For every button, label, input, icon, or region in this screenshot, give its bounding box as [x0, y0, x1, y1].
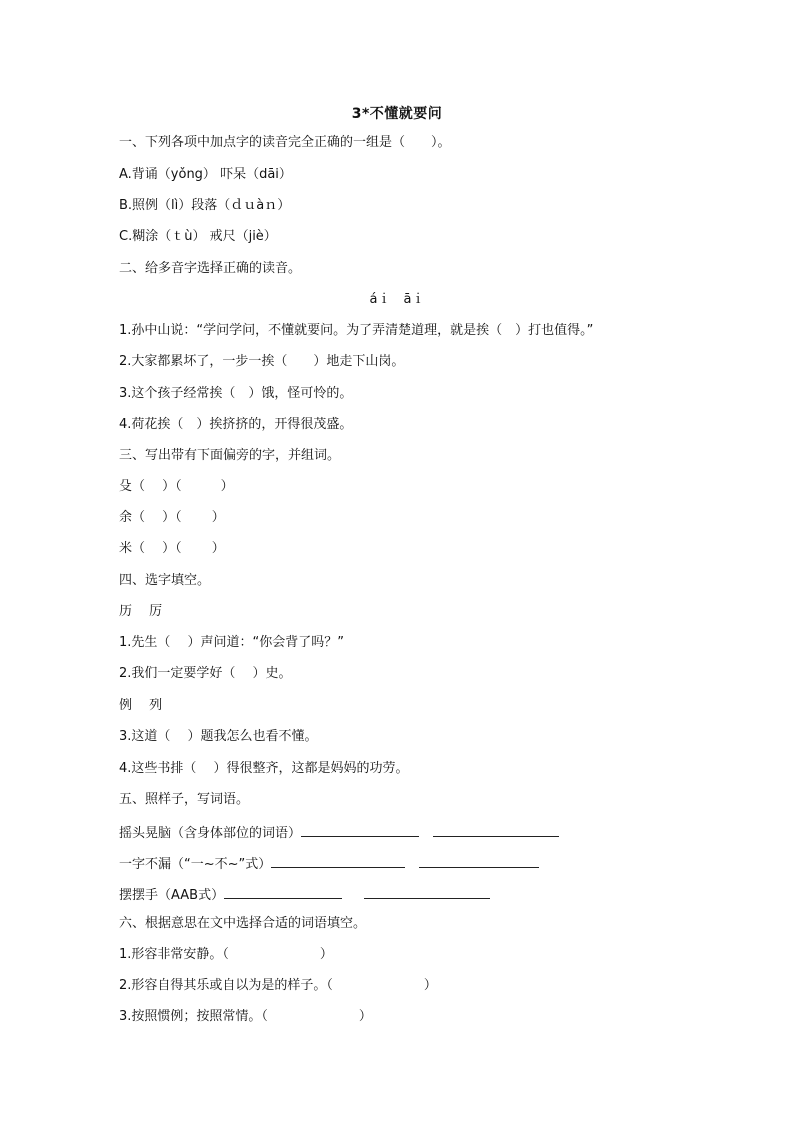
- s5-row-3-blank-2[interactable]: [364, 884, 490, 899]
- s5-row-2-label: 一字不漏（“一~不~”式）: [119, 857, 272, 872]
- s5-row-3-label: 摆摆手（AAB式）: [119, 888, 225, 903]
- s5-row-1: [119, 822, 559, 843]
- s4-question-2: 2.我们一定要学好（ ）史。: [119, 666, 292, 681]
- page-title: 3*不懂就要问: [351, 106, 443, 122]
- s2-question-2: 2.大家都累坏了，一步一挨（ ）地走下山岗。: [119, 354, 405, 369]
- s5-row-1-blank-2[interactable]: [433, 822, 559, 837]
- s1-option-b: B.照例（lì）段落（ｄｕàｎ）: [119, 198, 291, 213]
- s2-pinyin-options: áｉ āｉ: [369, 292, 425, 307]
- s6-question-2: 2.形容自得其乐或自以为是的样子。（ ）: [119, 978, 437, 993]
- s5-row-1-blank-1[interactable]: [301, 822, 419, 837]
- section-2-heading: 二、给多音字选择正确的读音。: [119, 261, 302, 276]
- section-6-heading: 六、根据意思在文中选择合适的词语填空。: [119, 916, 367, 931]
- s2-question-4: 4.荷花挨（ ）挨挤挤的，开得很茂盛。: [119, 417, 353, 432]
- s4-char-pair-1: 历 厉: [119, 604, 163, 619]
- s2-question-1: 1.孙中山说：“学问学问，不懂就要问。为了弄清楚道理，就是挨（ ）打也值得。”: [119, 323, 594, 338]
- s1-option-c: C.糊涂（ｔù） 戒尺（jiè）: [119, 229, 277, 244]
- section-3-heading: 三、写出带有下面偏旁的字，并组词。: [119, 448, 341, 463]
- s3-radical-row-1: 殳（ ）（ ）: [119, 479, 234, 494]
- section-4-heading: 四、选字填空。: [119, 573, 211, 588]
- s6-question-1: 1.形容非常安静。（ ）: [119, 947, 333, 962]
- s4-question-1: 1.先生（ ）声问道：“你会背了吗？”: [119, 635, 345, 650]
- s2-question-3: 3.这个孩子经常挨（ ）饿，怪可怜的。: [119, 386, 353, 401]
- s5-row-1-label: 摇头晃脑（含身体部位的词语）: [119, 826, 302, 841]
- s5-row-2-blank-1[interactable]: [271, 853, 405, 868]
- section-1-heading: 一、下列各项中加点字的读音完全正确的一组是（ ）。: [119, 135, 451, 150]
- s4-char-pair-2: 例 列: [119, 698, 163, 713]
- s5-row-3-blank-1[interactable]: [224, 884, 342, 899]
- s3-radical-row-3: 米（ ）（ ）: [119, 541, 225, 556]
- s3-radical-row-2: 余（ ）（ ）: [119, 510, 225, 525]
- s4-question-3: 3.这道（ ）题我怎么也看不懂。: [119, 729, 318, 744]
- s5-row-2-blank-2[interactable]: [419, 853, 539, 868]
- s6-question-3: 3.按照惯例；按照常情。（ ）: [119, 1009, 372, 1024]
- s1-option-a: A.背诵（yǒng） 吓呆（dāi）: [119, 167, 292, 182]
- section-5-heading: 五、照样子，写词语。: [119, 792, 250, 807]
- s5-row-3: [119, 884, 490, 905]
- s4-question-4: 4.这些书排（ ）得很整齐，这都是妈妈的功劳。: [119, 761, 409, 776]
- s5-row-2: [119, 853, 539, 874]
